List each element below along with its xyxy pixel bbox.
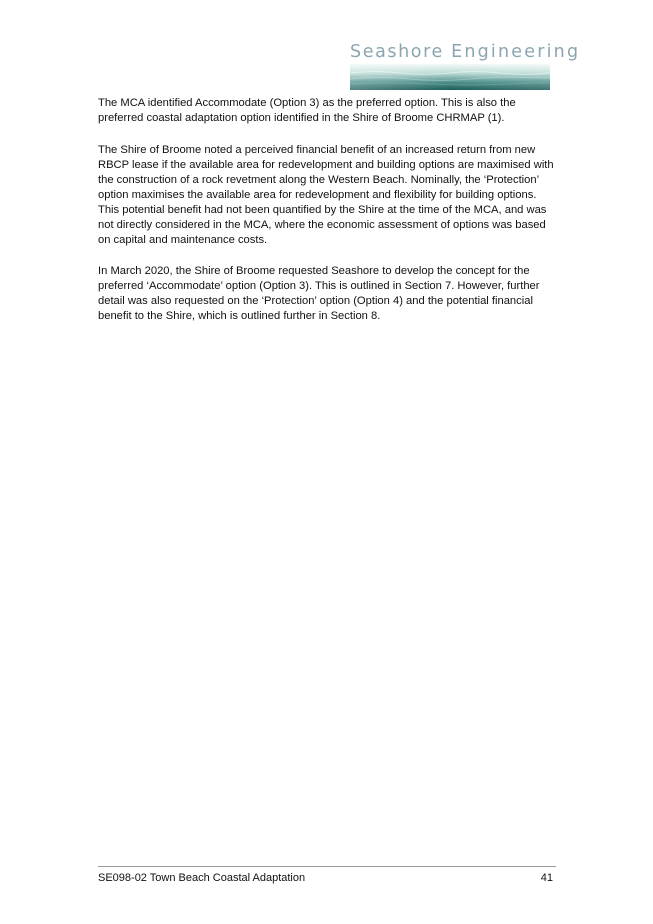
paragraph: The Shire of Broome noted a perceived financial benefit of an increased return from new RBCP lease if the available area for redevelopment and building options are maximised with the construction of a rock revetment along the Western Beach. Nominally, the ‘Protection’ option maximises the available area for redevelopment and flexibility for building options. This potential benefit had not been quantified by the Shire at the time of the MCA, and was not directly considered in the MCA, where the economic assessment of options was based on capital and maintenance costs. — [98, 143, 554, 246]
logo-wave-band — [350, 64, 550, 90]
logo-word-seashore: Seashore — [350, 42, 444, 62]
body-text — [98, 96, 558, 341]
footer-divider — [98, 866, 556, 867]
company-logo — [350, 40, 581, 92]
paragraph: The MCA identified Accommodate (Option 3) as the preferred option. This is also the preferred coastal adaptation option identified in the Shire of Broome CHRMAP (1). — [98, 97, 516, 124]
footer-document-title: SE098-02 Town Beach Coastal Adaptation — [98, 872, 306, 884]
footer-page-number: 41 — [540, 872, 553, 884]
logo-wordmark — [350, 40, 581, 64]
paragraph: In March 2020, the Shire of Broome requested Seashore to develop the concept for the preferred ‘Accommodate’ option (Option 3). This is outlined in Section 7. However, further detail was also requested on the ‘Protection’ option (Option 4) and the potential financial benefit to the Shire, which is outlined further in Section 8. — [98, 265, 540, 322]
logo-word-engineering: Engineering — [451, 42, 581, 62]
